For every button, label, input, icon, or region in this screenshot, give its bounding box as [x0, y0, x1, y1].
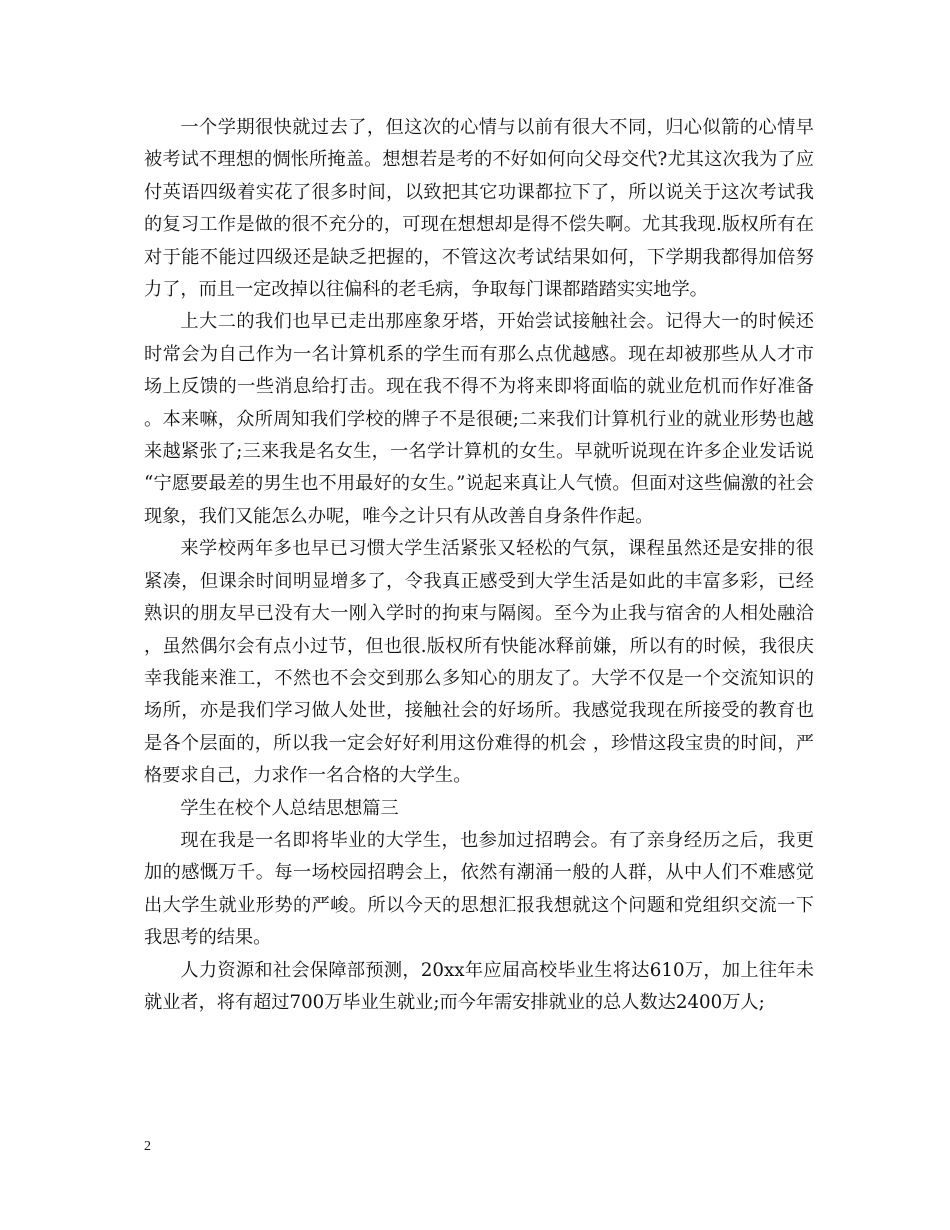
paragraph-campus-life: 来学校两年多也早已习惯大学生活紧张又轻松的气氛，课程虽然还是安排的很紧凑，但课余时间明显增多了，令我真正感受到大学生活是如此的丰富多彩，已经熟识的朋友早已没有大一刚入学时的拘束与隔阂。至今为止我与宿舍的人相处融洽，虽然偶尔会有点小过节，但也很.版权所有快能冰释前嫌，所以有的时候，我很庆幸我能来淮工，不然也不会交到那么多知心的朋友了。大学不仅是一个交流知识的场所，亦是我们学习做人处世，接触社会的好场所。我感觉我现在所接受的教育也是各个层面的，所以我一定会好好利用这份难得的机会 ，珍惜这段宝贵的时间，严格要求自己，力求作一名合格的大学生。 — [144, 538, 814, 787]
paragraph-semester-reflection: 一个学期很快就过去了，但这次的心情与以前有很大不同，归心似箭的心情早被考试不理想的惆怅所掩盖。想想若是考的不好如何向父母交代?尤其这次我为了应付英语四级着实花了很多时间，以致把其它功课都拉下了，所以说关于这次考试我的复习工作是做的很不充分的，可现在想想却是得不偿失啊。尤其我现.版权所有在对于能不能过四级还是缺乏把握的，不管这次考试结果如何，下学期我都得加倍努力了，而且一定改掉以往偏科的老毛病，争取每门课都踏踏实实地学。 — [144, 117, 814, 301]
page-number: 2 — [144, 1139, 151, 1154]
document-body — [144, 112, 814, 1019]
paragraph-job-fair: 现在我是一名即将毕业的大学生，也参加过招聘会。有了亲身经历之后，我更加的感慨万千。每一场校园招聘会上，依然有潮涌一般的人群，从中人们不难感觉出大学生就业形势的严峻。所以今天的思想汇报我想就这个问题和党组织交流一下我思考的结果。 — [144, 829, 814, 949]
section-heading: 学生在校个人总结思想篇三 — [180, 797, 399, 819]
paragraph-employment-concern: 上大二的我们也早已走出那座象牙塔，开始尝试接触社会。记得大一的时候还时常会为自己作为一名计算机系的学生而有那么点优越感。现在却被那些从人才市场上反馈的一些消息给打击。现在我不得不为将来即将面临的就业危机而作好准备。本来嘛，众所周知我们学校的牌子不是很硬;二来我们计算机行业的就业形势也越来越紧张了;三来我是名女生，一名学计算机的女生。早就听说现在许多企业发话说“宁愿要最差的男生也不用最好的女生。”说起来真让人气愤。但面对这些偏激的社会现象，我们又能怎么办呢，唯今之计只有从改善自身条件作起。 — [144, 311, 814, 527]
paragraph-graduate-statistics: 人力资源和社会保障部预测，20xx年应届高校毕业生将达610万，加上往年未就业者，将有超过700万毕业生就业;而今年需安排就业的总人数达2400万人; — [144, 959, 814, 1013]
